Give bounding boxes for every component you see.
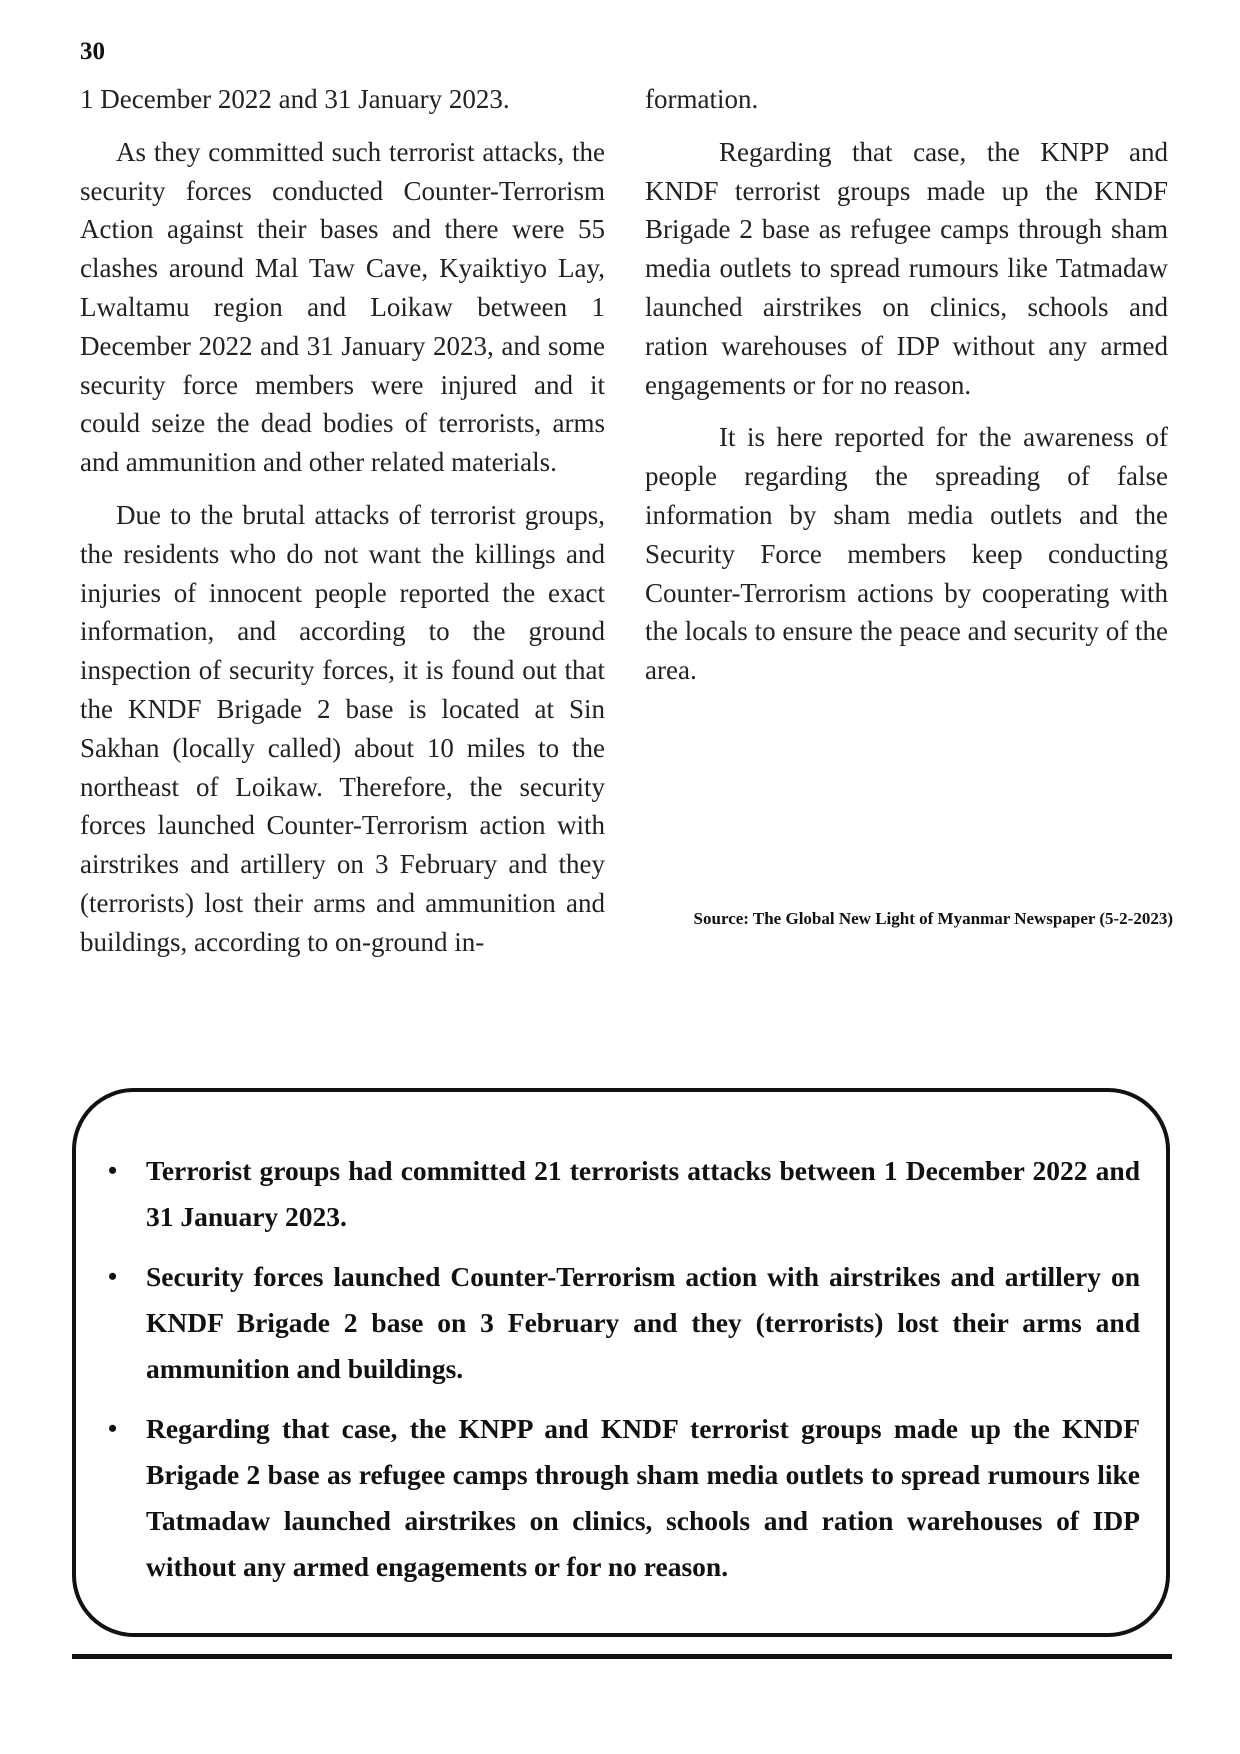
paragraph-rumours: Regarding that case, the KNPP and KNDF terrorist groups made up the KNDF Brigade 2 base as refugee camps through sham media outlets to spread rumours like Tatmadaw launched airstrikes on clinics, schools and ration warehouses of IDP without any armed engagements or for no reason. [645,136,1168,400]
right-column [645,80,1168,704]
paragraph-continued: 1 December 2022 and 31 January 2023. [80,84,510,114]
summary-item-text: Regarding that case, the KNPP and KNDF terrorist groups made up the KNDF Brigade 2 base as refugee camps through sham media outlets to spread rumours like Tatmadaw launched airstrikes on clinics, schools and ration warehouses of IDP without any armed engagements or for no reason. [146,1413,1140,1582]
paragraph-continued-right: formation. [645,84,759,114]
page-number: 30 [80,38,105,65]
paragraph-awareness: It is here reported for the awareness of people regarding the spreading of false information by sham media outlets and the Security Force members keep conducting Counter-Terrorism actions by cooperating with the locals to ensure the peace and security of the area. [645,422,1168,686]
source-citation: Source: The Global New Light of Myanmar Newspaper (5-2-2023) [693,909,1173,928]
bullet-icon: • [108,1156,118,1185]
summary-item [106,1148,1140,1240]
paragraph-clashes: As they committed such terrorist attacks, the security forces conducted Counter-Terrorism Action against their bases and there were 55 clashes around Mal Taw Cave, Kyaiktiyo Lay, Lwaltamu region and Loikaw between 1 December 2022 and 31 January 2023, and some security force members were injured and it could seize the dead bodies of terrorists, arms and ammunition and other related materials. [80,136,605,478]
summary-item [106,1254,1140,1392]
summary-item [106,1406,1140,1590]
summary-box [72,1088,1170,1637]
summary-item-text: Security forces launched Counter-Terrorism action with airstrikes and artillery on KNDF Brigade 2 base on 3 February and they (terrorists) lost their arms and ammunition and buildings. [146,1261,1140,1384]
bullet-icon: • [108,1414,118,1443]
summary-list [106,1148,1140,1604]
footer-rule [72,1654,1172,1659]
bullet-icon: • [108,1262,118,1291]
left-column [80,80,605,976]
summary-item-text: Terrorist groups had committed 21 terrorists attacks between 1 December 2022 and 31 January 2023. [146,1155,1140,1232]
paragraph-airstrikes: Due to the brutal attacks of terrorist groups, the residents who do not want the killings and injuries of innocent people reported the exact information, and according to the ground inspection of security forces, it is found out that the KNDF Brigade 2 base is located at Sin Sakhan (locally called) about 10 miles to the northeast of Loikaw. Therefore, the security forces launched Counter-Terrorism action with airstrikes and artillery on 3 February and they (terrorists) lost their arms and ammunition and buildings, according to on-ground in- [80,499,605,957]
